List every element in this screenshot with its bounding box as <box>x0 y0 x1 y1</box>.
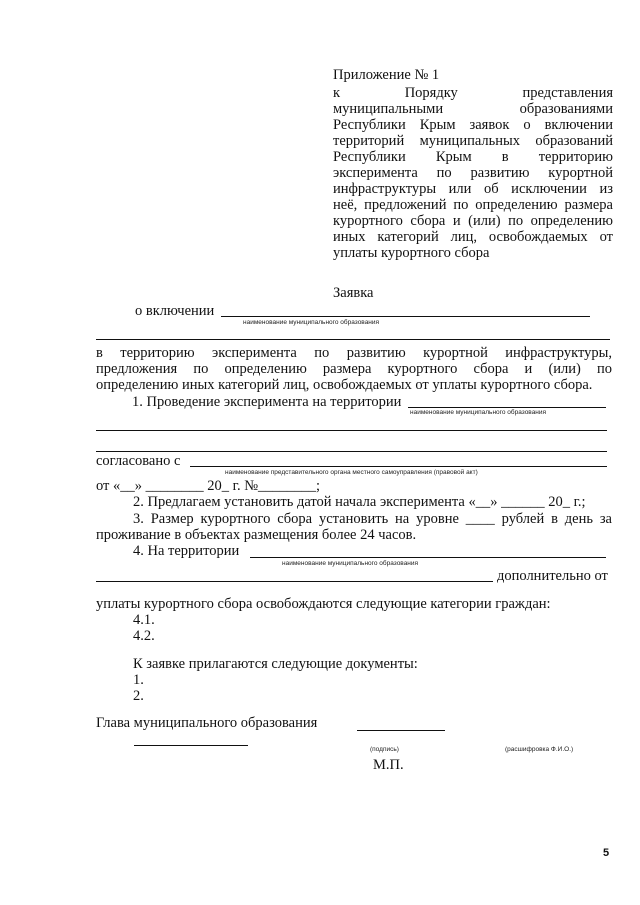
signature-caption: (подпись) <box>370 746 399 753</box>
item-4-fill-line-2[interactable] <box>96 581 493 582</box>
appendix-title: Приложение № 1 <box>333 67 440 83</box>
item-4-fill-line[interactable] <box>250 557 606 558</box>
item-3-line-2: проживание в объектах размещения более 24 часов. <box>96 527 417 543</box>
appendix-line: иных категорий лиц, освобождаемых от <box>333 229 613 245</box>
item-3-line-1: 3. Размер курортного сбора установить на уровне ____ рублей в день за <box>133 511 612 527</box>
municipality-fill-line[interactable] <box>221 316 590 317</box>
page-number: 5 <box>603 847 610 859</box>
item-1-fill-line-2[interactable] <box>96 430 607 431</box>
attachments-label: К заявке прилагаются следующие документы: <box>133 656 418 672</box>
appendix-line: территорий муниципальных образований <box>333 133 613 149</box>
item-4-caption: наименование муниципального образования <box>282 560 419 567</box>
intro-line: в территорию эксперимента по развитию курортной инфраструктуры, <box>96 345 612 361</box>
appendix-line: Республики Крым в территорию <box>333 149 613 165</box>
item-1-caption: наименование муниципального образования <box>410 409 547 416</box>
name-line[interactable] <box>134 745 248 746</box>
form-title: Заявка <box>333 285 374 301</box>
municipality-fill-line-2[interactable] <box>96 339 610 340</box>
stamp-label: М.П. <box>373 757 404 773</box>
signature-line[interactable] <box>357 730 445 731</box>
agreed-label: согласовано с <box>96 453 181 469</box>
appendix-line: Республики Крым заявок о включении <box>333 117 613 133</box>
agreement-date-line[interactable]: от «__» ________ 20_ г. №________; <box>96 478 321 494</box>
item-2-text: 2. Предлагаем установить датой начала эксперимента «__» ______ 20_ г.; <box>133 494 586 510</box>
authority-fill-line[interactable] <box>190 466 607 467</box>
appendix-line: муниципальными образованиями <box>333 101 613 117</box>
item-1-fill-line[interactable] <box>408 407 606 408</box>
intro-line: предложения по определению размера курортного сбора и (или) по <box>96 361 612 377</box>
appendix-line: курортного сбора и (или) по определению <box>333 213 613 229</box>
intro-paragraph <box>96 345 612 393</box>
intro-line-last: определению иных категорий лиц, освобождаемых от уплаты курортного сбора. <box>96 377 593 393</box>
authority-caption: наименование представительного органа местного самоуправления (правовой акт) <box>225 469 478 476</box>
attachment-2: 2. <box>133 688 144 704</box>
item-1-label: 1. Проведение эксперимента на территории <box>132 394 402 410</box>
item-1-fill-line-3[interactable] <box>96 451 607 452</box>
attachment-1: 1. <box>133 672 144 688</box>
appendix-line: к Порядку представления <box>333 85 613 101</box>
exempt-line: уплаты курортного сбора освобождаются следующие категории граждан: <box>96 596 551 612</box>
sub-item-4-1: 4.1. <box>133 612 155 628</box>
appendix-text <box>333 85 613 261</box>
appendix-line: инфраструктуры или об исключении из <box>333 181 613 197</box>
inclusion-label: о включении <box>135 303 215 319</box>
name-caption: (расшифровка Ф.И.О.) <box>505 746 574 753</box>
additionally-label: дополнительно от <box>497 568 608 584</box>
head-label: Глава муниципального образования <box>96 715 318 731</box>
appendix-line-last: уплаты курортного сбора <box>333 245 490 261</box>
municipality-caption: наименование муниципального образования <box>243 319 380 326</box>
appendix-line: эксперимента по развитию курортной <box>333 165 613 181</box>
sub-item-4-2: 4.2. <box>133 628 155 644</box>
item-4-label: 4. На территории <box>133 543 240 559</box>
appendix-line: неё, предложений по определению размера <box>333 197 613 213</box>
